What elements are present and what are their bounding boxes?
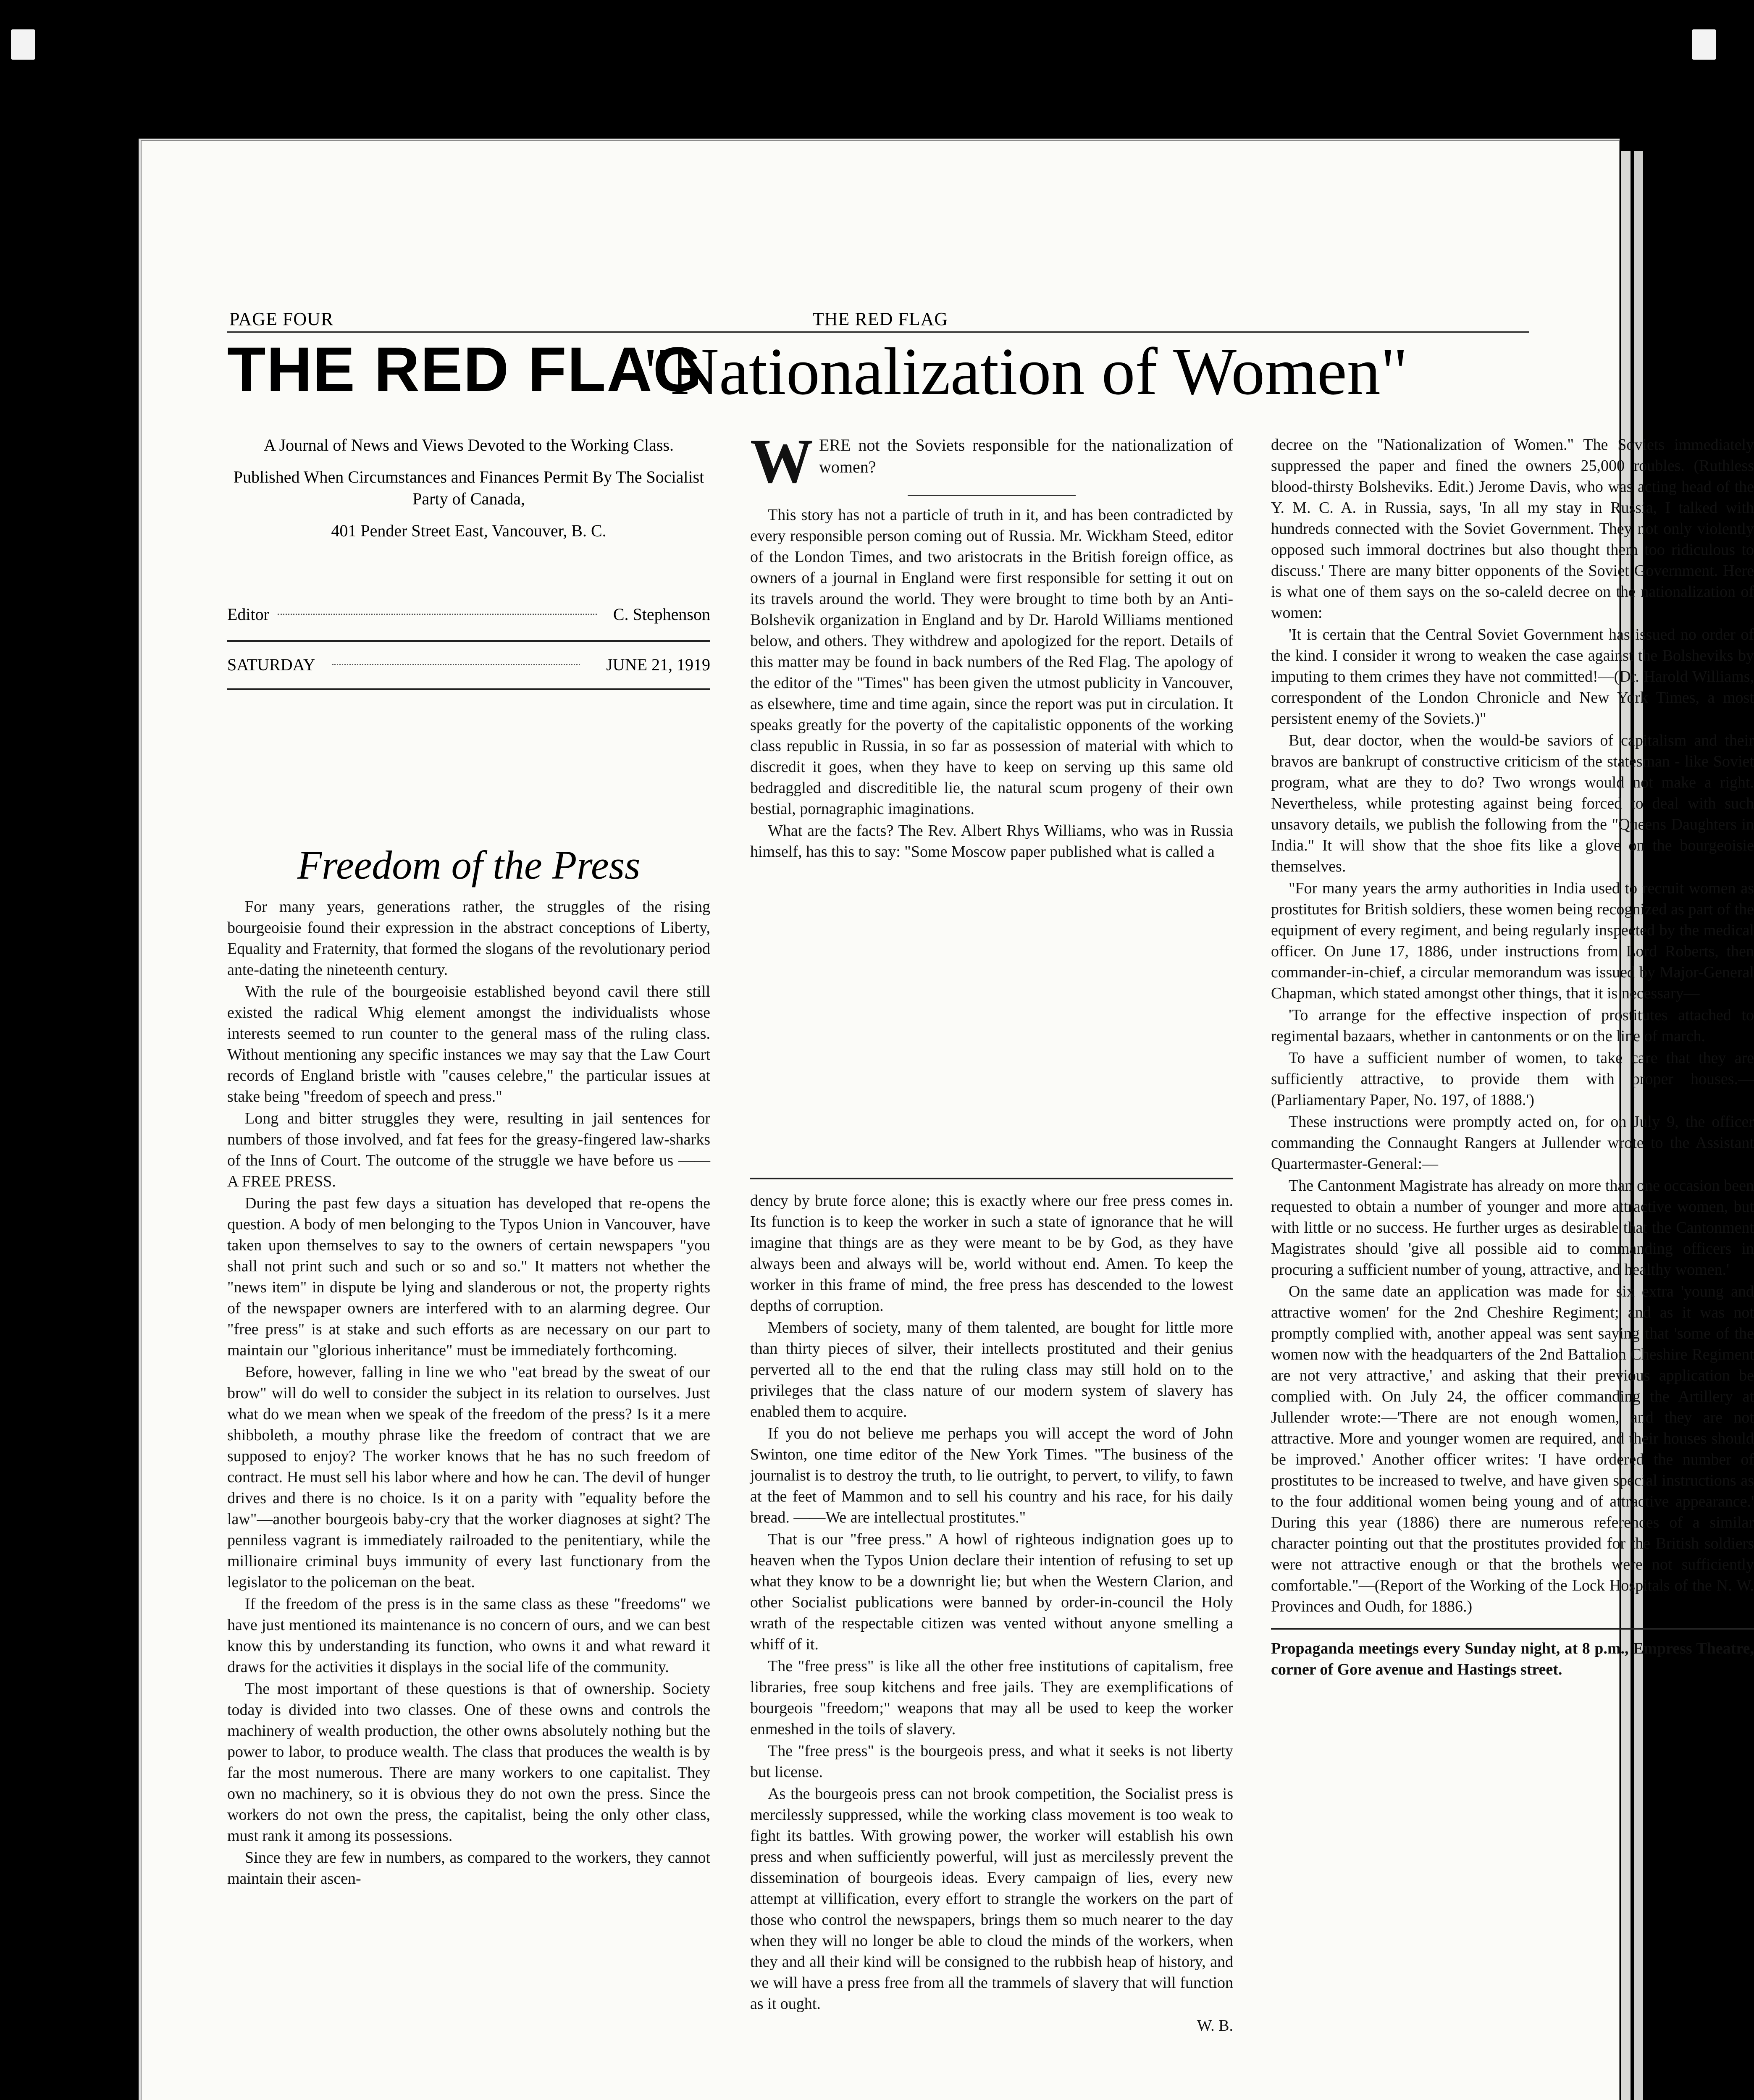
paragraph: With the rule of the bourgeoisie established beyond cavil there still existed the radical Whig element amongst the individualists whose interests seemed to run counter to the general mass of the ruling class. Without mentioning any specific instances we may say that the Law Court records of England bristle with "causes celebre," the particular issues at stake being "freedom of speech and press." bbox=[227, 983, 710, 1105]
paragraph: As the bourgeois press can not brook competition, the Socialist press is mercilessly suppressed, while the working class movement is too weak to fight its battles. With growing power, the worker will establish his own press and when sufficiently powerful, will just as mercilessly prevent the dissemination of bourgeois ideas. Every campaign of lies, every new attempt at villification, every effort to strangle the workers on the part of those who control the newspapers, brings them so much nearer to the day when they will no longer be able to cloud the minds of the workers, when they and all their kind will be consigned to the rubbish heap of history, and we will have a press free from all the trammels of slavery that will function as it ought. bbox=[750, 1785, 1233, 2013]
running-title: THE RED FLAG bbox=[812, 309, 948, 329]
article-freedom-continued bbox=[750, 1190, 1233, 2037]
running-head bbox=[229, 308, 1531, 333]
sprocket-hole bbox=[11, 29, 35, 60]
paragraph: If the freedom of the press is in the same class as these "freedoms" we have just mentioned its maintenance is no concern of ours, and we can best know this by understanding its function, who owns it and what reward it draws for the activities it displays in the social life of the community. bbox=[227, 1595, 710, 1676]
masthead-published: Published When Circumstances and Finances Permit By The Socialist Party of Canada, bbox=[233, 467, 704, 508]
date-day: SATURDAY bbox=[227, 655, 315, 674]
masthead-address: 401 Pender Street East, Vancouver, B. C. bbox=[331, 521, 607, 540]
masthead-tagline: A Journal of News and Views Devoted to the Working Class. bbox=[263, 436, 674, 454]
paragraph: These instructions were promptly acted on, for on July 9, the officer commanding the Connaught Rangers at Jullender wrote to the Assistant Quartermaster-General:— bbox=[1271, 1113, 1754, 1173]
paragraph: 'To arrange for the effective inspection of prostitutes attached to regimental bazaars, whether in cantonments or on the line of march. bbox=[1271, 1006, 1754, 1045]
paragraph: That is our "free press." A howl of righteous indignation goes up to heaven when the Typos Union declare their intention of refusing to set up what they know to be a downright lie; but when the Western Clarion, and other Socialist publications were banned by order-in-council the Holy wrath of the respectable citizen was vented without anyone smelling a whiff of it. bbox=[750, 1530, 1233, 1653]
paragraph: But, dear doctor, when the would-be saviors of capitalism and their bravos are bankrupt of constructive criticism of the statesman - like Soviet program, what are they to do? Two wrongs would not make a right. Nevertheless, while protesting against being forced to deal with such unsavory details, we publish the following from the "Queens Daughters in India." It will show that the shoe fits like a glove on the bourgeoisie themselves. bbox=[1271, 732, 1754, 875]
paragraph: During the past few days a situation has developed that re-opens the question. A body of men belonging to the Typos Union in Vancouver, have taken upon themselves to say to the owners of certain newspapers "you shall not print such and such or so and so." It matters not whether the "news item" in dispute be lying and slanderous or not, the property rights of the newspaper owners are interfered with to an alarming degree. Our "free press" is at stake and such efforts as are necessary on our part to maintain our "glorious inheritance" must be immediately forthcoming. bbox=[227, 1194, 710, 1359]
head-rule bbox=[227, 331, 1529, 333]
editor-name: C. Stephenson bbox=[613, 605, 710, 624]
paragraph: "For many years the army authorities in India used to recruit women as prostitutes for British soldiers, these women being recognized as part of the equipment of every regiment, and being regularly inspected by the medical officer. On June 17, 1886, under instructions from Lord Roberts, then commander-in-chief, a circular memorandum was issued by Major-General Chapman, which stated amongst other things, that it is necessary— bbox=[1271, 879, 1754, 1002]
dropcap: W bbox=[750, 426, 813, 496]
paragraph: The Cantonment Magistrate has already on more than one occasion been requested to obtain a number of younger and more attractive women, but with little or no success. He further urges as desirable that the Cantonment Magistrates should 'give all possible aid to commanding officers in procuring a sufficient number of young, attractive, and healthy women.' bbox=[1271, 1177, 1754, 1278]
dotted-leader bbox=[278, 614, 597, 615]
lead-question-text: ERE not the Soviets responsible for the nationalization of women? bbox=[819, 436, 1233, 476]
notice-rule bbox=[1271, 1621, 1754, 1630]
lead-question bbox=[750, 426, 1233, 496]
page-label: PAGE FOUR bbox=[229, 309, 334, 329]
paragraph: dency by brute force alone; this is exactly where our free press comes in. Its function is to keep the worker in such a state of ignorance that he will imagine that things are as they were meant to be by God, as they have always been and always will be, world without end. Amen. To keep the worker in this frame of mind, the free press has descended to the lowest depths of corruption. bbox=[750, 1192, 1233, 1315]
paragraph: Members of society, many of them talented, are bought for little more than thirty pieces of silver, their intellects prostituted and their genius perverted all to the end that the ruling class may still hold on to the privileges that the class nature of our modern system of slavery has enabled them to acquire. bbox=[750, 1319, 1233, 1420]
paragraph: Long and bitter struggles they were, resulting in jail sentences for numbers of those involved, and fat fees for the greasy-fingered law-sharks of the Inns of Court. The outcome of the struggle we have before us —— A FREE PRESS. bbox=[227, 1110, 710, 1190]
date-rule bbox=[227, 688, 710, 690]
editor-label: Editor bbox=[227, 605, 269, 624]
paragraph: Since they are few in numbers, as compared to the workers, they cannot maintain their ascen- bbox=[227, 1849, 710, 1887]
sprocket-hole bbox=[1692, 29, 1716, 60]
paragraph: The most important of these questions is that of ownership. Society today is divided into two classes. One of these owns and controls the machinery of wealth production, the other owns absolutely nothing but the power to labor, to produce wealth. The class that produces the wealth is by far the most numerous. There are many workers to one capitalist. They own no machinery, so it is obvious they do not own the press. Since the workers do not own the press, the capitalist, being the only other class, must rank it among its possessions. bbox=[227, 1680, 710, 1845]
paragraph: To have a sufficient number of women, to take care that they are sufficiently attractive, to provide them with proper houses.—(Parliamentary Paper, No. 197, of 1888.') bbox=[1271, 1049, 1754, 1109]
paragraph: The "free press" is the bourgeois press, and what it seeks is not liberty but license. bbox=[750, 1742, 1233, 1781]
article-nationalization-continued bbox=[1271, 434, 1754, 1681]
article-title-freedom: Freedom of the Press bbox=[297, 843, 641, 887]
masthead-block bbox=[227, 434, 710, 552]
headline-nationalization: "Nationalization of Women" bbox=[643, 334, 1408, 409]
propaganda-notice: Propaganda meetings every Sunday night, at 8 p.m., Empress Theatre, corner of Gore avenue and Hastings street. bbox=[1271, 1640, 1754, 1678]
paragraph: For many years, generations rather, the struggles of the rising bourgeoisie found their expression in the abstract conceptions of Liberty, Equality and Fraternity, that formed the slogans of the revolutionary period ante-dating the nineteenth century. bbox=[227, 898, 710, 979]
paragraph: If you do not believe me perhaps you will accept the word of John Swinton, one time editor of the New York Times. "The business of the journalist is to destroy the truth, to lie outright, to pervert, to vilify, to fawn at the feet of Mammon and to sell his country and his race, for his daily bread. ——We are intellectual prostitutes." bbox=[750, 1425, 1233, 1526]
newspaper-page bbox=[139, 139, 1754, 2100]
article-nationalization-start bbox=[750, 426, 1233, 863]
dotted-leader bbox=[332, 664, 580, 665]
signoff: W. B. bbox=[1197, 2017, 1233, 2034]
article-freedom-body bbox=[227, 896, 710, 1890]
paragraph: This story has not a particle of truth in it, and has been contradicted by every responsible person coming out of Russia. Mr. Wickham Steed, editor of the London Times, and two aristocrats in the British foreign office, as owners of a journal in England were first responsible for setting it out on its travels around the world. They were brought to time both by an Anti-Bolshevik organization in England and by Dr. Harold Williams mentioned below, and others. They withdrew and apologized for the report. Details of this matter may be found in back numbers of the Red Flag. The apology of the editor of the "Times" has been given the utmost publicity in Vancouver, as elsewhere, time and time again, since the report was put in circulation. It speaks greatly for the poverty of the capitalistic opponents of the working class republic in Russia, in so far as possession of material with which to discredit it goes, when they have to keep on serving up this same old bedraggled and discreditible lie, the natural scum progeny of their own bestial, pornagraphic imaginations. bbox=[750, 506, 1233, 818]
date-value: JUNE 21, 1919 bbox=[606, 655, 710, 674]
short-rule bbox=[908, 486, 1076, 496]
masthead-title: THE RED FLAG bbox=[227, 334, 703, 404]
paragraph: On the same date an application was made for six extra 'young and attractive women' for the 2nd Cheshire Regiment; and as it was not promptly complied with, another appeal was sent saying that 'some of the women now with the headquarters of the 2nd Battalion Cheshire Regiment are not very attractive,' and asking that their previous application be complied with. On July 24, the officer commanding the Artillery at Jullender wrote:—'There are not enough women, and they are not attractive. More and younger women are required, and their houses should be improved.' Another officer writes: 'I have ordered the number of prostitutes to be increased to twelve, and have given special instructions as to the four additional women being young and of attractive appearance.' During this year (1886) there are numerous references of a similar character pointing out that the prostitutes provided for the British soldiers were not attractive enough or that the brothels were not sufficiently comfortable."—(Report of the Working of the Lock Hospitals of the N. W. Provinces and Oudh, for 1886.) bbox=[1271, 1283, 1754, 1615]
masthead-rule bbox=[227, 640, 710, 642]
paragraph: What are the facts? The Rev. Albert Rhys Williams, who was in Russia himself, has this to say: "Some Moscow paper published what is called a bbox=[750, 822, 1233, 861]
column-divider-rule bbox=[750, 1178, 1233, 1179]
paragraph: The "free press" is like all the other free institutions of capitalism, free libraries, free soup kitchens and free jails. They are exemplifications of bourgeois "freedom;" weapons that may all be used to keep the worker enmeshed in the toils of slavery. bbox=[750, 1657, 1233, 1738]
paragraph: 'It is certain that the Central Soviet Government has issued no order of the kind. I consider it wrong to weaken the case against the Bolsheviks by imputing to them crimes they have not committed!—(Dr. Harold Williams, correspondent of the London Chronicle and New York Times, a most persistent enemy of the Soviets.)" bbox=[1271, 626, 1754, 727]
paragraph: Before, however, falling in line we who "eat bread by the sweat of our brow" will do well to consider the subject in its relation to ourselves. Just what do we mean when we speak of the freedom of the press? Is it a mere shibboleth, a mouthy phrase like the freedom of contract that we are supposed to enjoy? The worker knows that he has no such freedom of contract. He must sell his labor where and how he can. The devil of hunger drives and there is no choice. Is it on a parity with "equality before the law"—another bourgeois baby-cry that the worker diagnoses at sight? The penniless vagrant is immediately railroaded to the penitentiary, while the millionaire criminal buys immunity of every last functionary from the legislator to the policeman on the beat. bbox=[227, 1363, 710, 1591]
paragraph: decree on the "Nationalization of Women." The Soviets immediately suppressed the paper and fined the owners 25,000 roubles. (Ruthless blood-thirsty Bolsheviks. Edit.) Jerome Davis, who was acting head of the Y. M. C. A. in Russia, says, 'In all my stay in Russia, I talked with hundreds connected with the Soviet Government. They not only violently opposed such immoral doctrines but also thought them too ridiculous to discuss.' There are many bitter opponents of the Soviet Government. Here is what one of them says on the so-caleld decree on the nationalization of women: bbox=[1271, 436, 1754, 622]
